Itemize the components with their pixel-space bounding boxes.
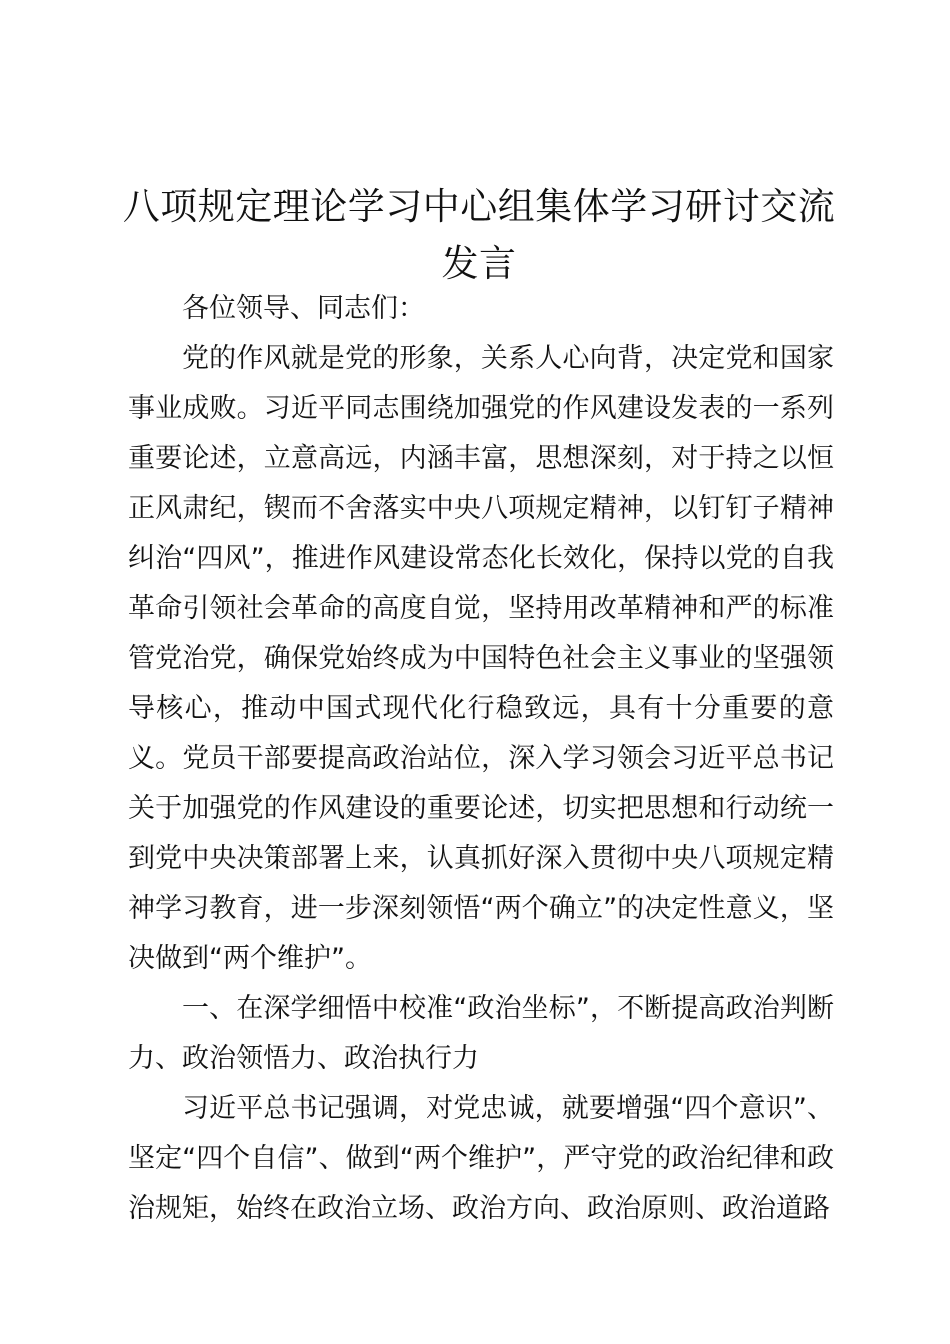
paragraph-section-1: 习近平总书记强调，对党忠诚，就要增强“四个意识”、坚定“四个自信”、做到“两个维护”，严守党的政治纪律和政治规矩，始终在政治立场、政治方向、政治原则、政治道路 [128, 1093, 834, 1224]
document-body [128, 284, 834, 1234]
paragraph-intro: 党的作风就是党的形象，关系人心向背，决定党和国家事业成败。习近平同志围绕加强党的作风建设发表的一系列重要论述，立意高远，内涵丰富，思想深刻，对于持之以恒正风肃纪，锲而不舍落实中央八项规定精神，以钉钉子精神纠治“四风”，推进作风建设常态化长效化，保持以党的自我革命引领社会革命的高度自觉，坚持用改革精神和严的标准管党治党，确保党始终成为中国特色社会主义事业的坚强领导核心，推动中国式现代化行稳致远，具有十分重要的意义。党员干部要提高政治站位，深入学习领会习近平总书记关于加强党的作风建设的重要论述，切实把思想和行动统一到党中央决策部署上来，认真抓好深入贯彻中央八项规定精神学习教育，进一步深刻领悟“两个确立”的决定性意义，坚决做到“两个维护”。 [128, 343, 834, 974]
section-heading-1: 一、在深学细悟中校准“政治坐标”，不断提高政治判断力、政治领悟力、政治执行力 [128, 993, 834, 1074]
document-title: 八项规定理论学习中心组集体学习研讨交流发言 [122, 185, 836, 285]
salutation: 各位领导、同志们： [182, 293, 425, 324]
